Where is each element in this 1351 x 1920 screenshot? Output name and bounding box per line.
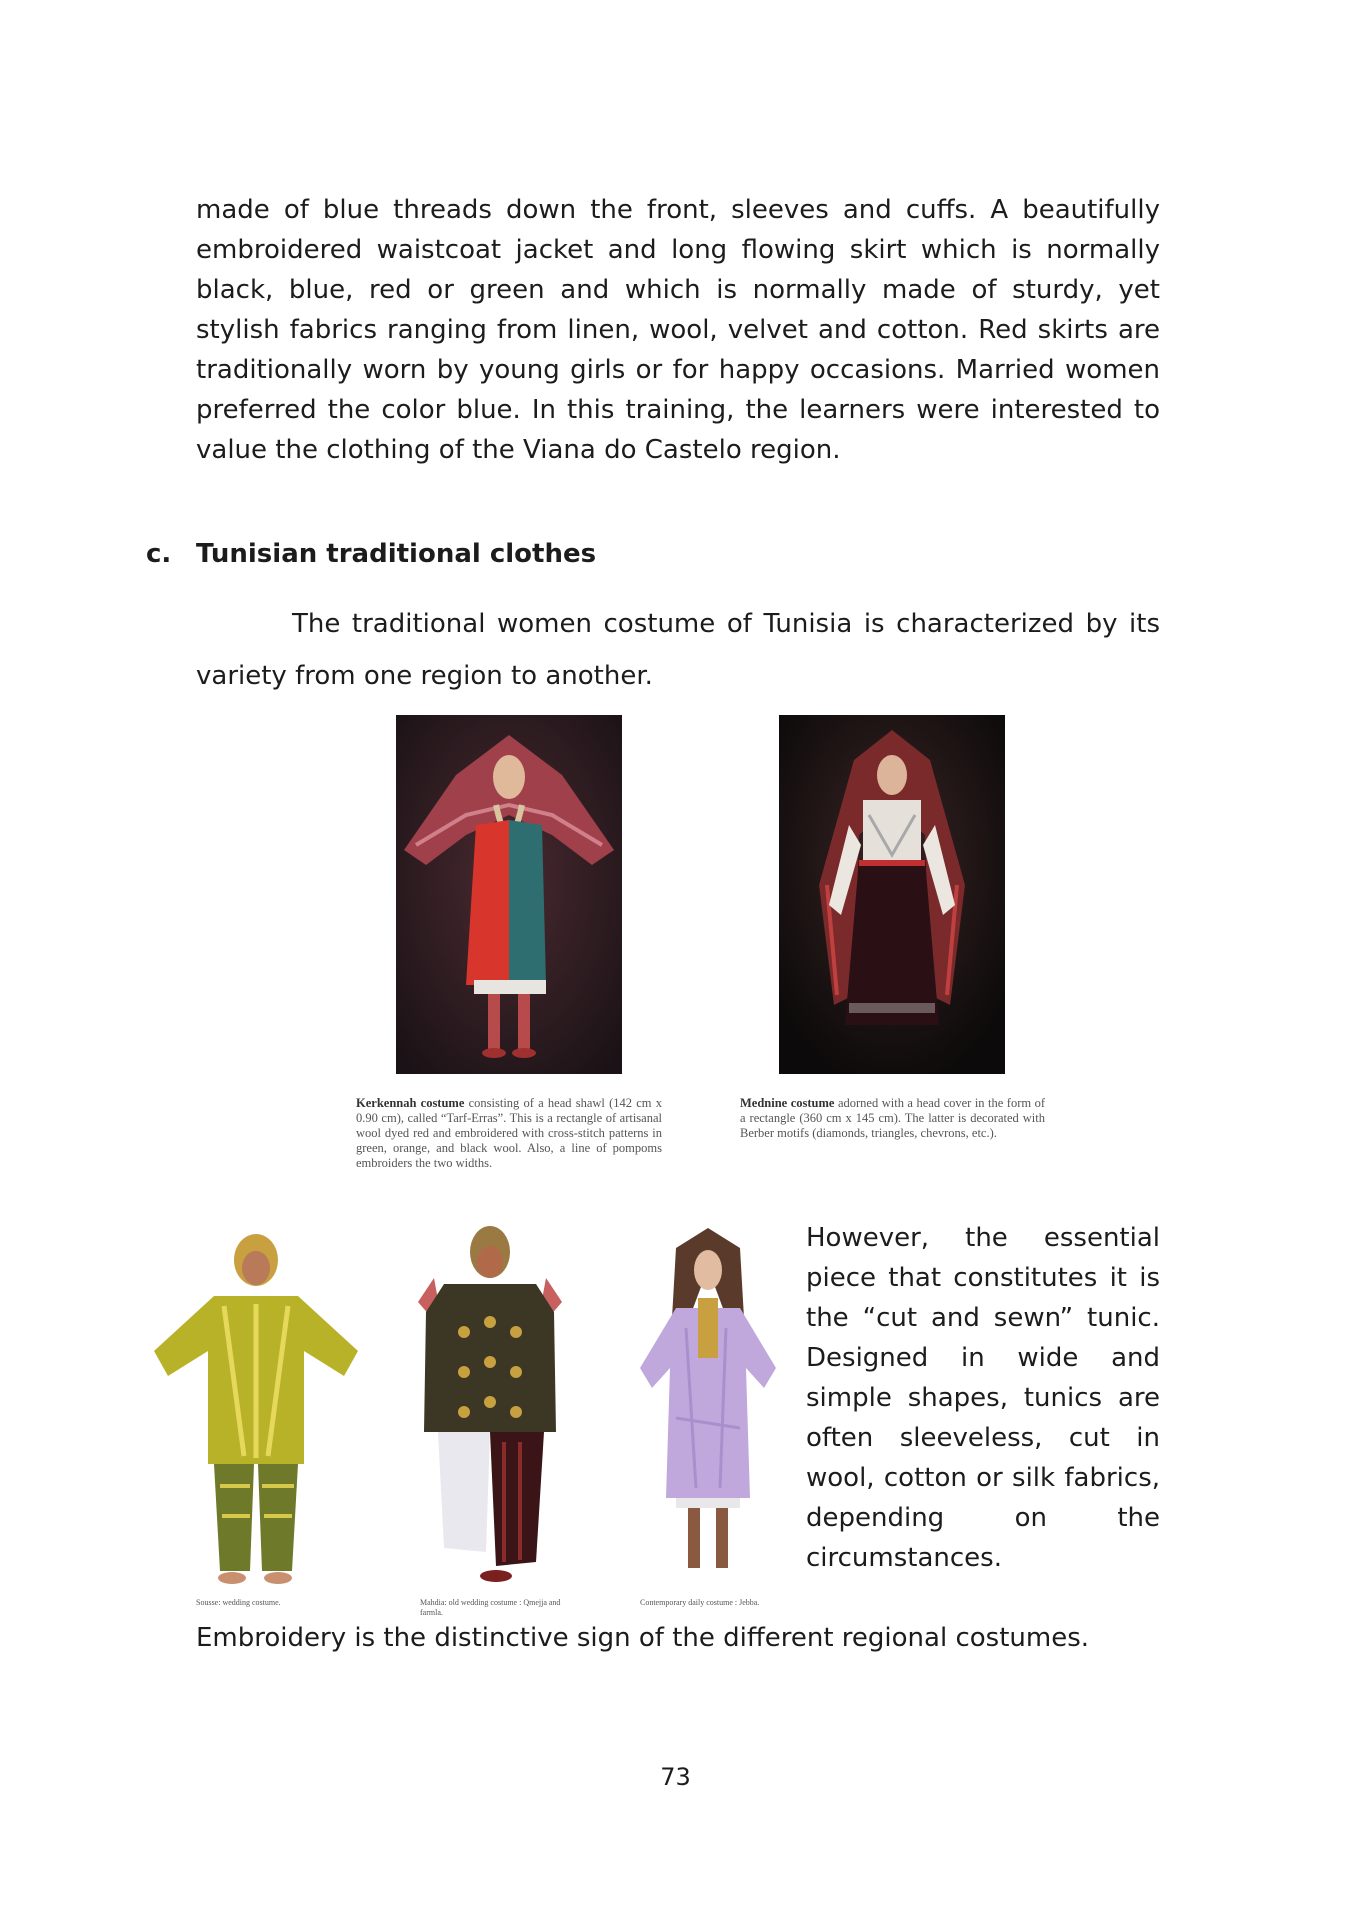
body-paragraph-intro: made of blue threads down the front, sleeves and cuffs. A beautifully embroidered waistcoat jacket and long flowing skirt which is normally black, blue, red or green and which is normally made of sturdy, yet stylish fabrics ranging from linen, wool, velvet and cotton. Red skirts are traditionally worn by young girls or for happy occasions. Married women preferred the color blue. In this training, the learners were interested to value the clothing of the Viana do Castelo region. bbox=[196, 195, 1160, 465]
kerkennah-caption-text: consisting of a head shawl (142 cm x 0.90 cm), called “Tarf-Erras”. This is a rectangle of artisanal wool dyed red and embroidered with cross-stitch patterns in green, orange, and black wool. Also, a line of pompoms embroiders the two widths. bbox=[356, 1096, 662, 1170]
jebba-caption: Contemporary daily costume : Jebba. bbox=[640, 1598, 760, 1607]
kerkennah-caption-title: Kerkennah costume bbox=[356, 1096, 465, 1110]
section-letter: c. bbox=[146, 539, 172, 569]
mednine-caption-title: Mednine costume bbox=[740, 1096, 835, 1110]
body-paragraph-tunic: However, the essential piece that constitutes it is the “cut and sewn” tunic. Designed in wide and simple shapes, tunics are often sleeveless, cut in wool, cotton or silk fabrics, depending on the circumstances. bbox=[806, 1223, 1160, 1573]
page-number: 73 bbox=[660, 1763, 691, 1791]
mahdia-costume-figure bbox=[404, 1222, 576, 1588]
mednine-costume-photo bbox=[779, 715, 1005, 1074]
section-heading bbox=[146, 534, 596, 574]
body-paragraph-embroidery: Embroidery is the distinctive sign of the different regional costumes. bbox=[196, 1623, 1090, 1653]
mednine-caption-text: adorned with a head cover in the form of a rectangle (360 cm x 145 cm). The latter is decorated with Berber motifs (diamonds, triangles, chevrons, etc.). bbox=[740, 1096, 1046, 1140]
mahdia-caption: Mahdia: old wedding costume : Qmejja and farmla. bbox=[420, 1598, 561, 1617]
sousse-costume-figure bbox=[154, 1226, 358, 1588]
kerkennah-caption bbox=[356, 1096, 662, 1171]
sousse-caption: Sousse: wedding costume. bbox=[196, 1598, 281, 1607]
kerkennah-costume-photo bbox=[396, 715, 622, 1074]
body-paragraph-variety: The traditional women costume of Tunisia is characterized by its variety from one region to another. bbox=[196, 609, 1160, 691]
section-title: Tunisian traditional clothes bbox=[196, 539, 597, 569]
mednine-caption bbox=[740, 1096, 1045, 1141]
jebba-costume-figure bbox=[636, 1228, 780, 1588]
